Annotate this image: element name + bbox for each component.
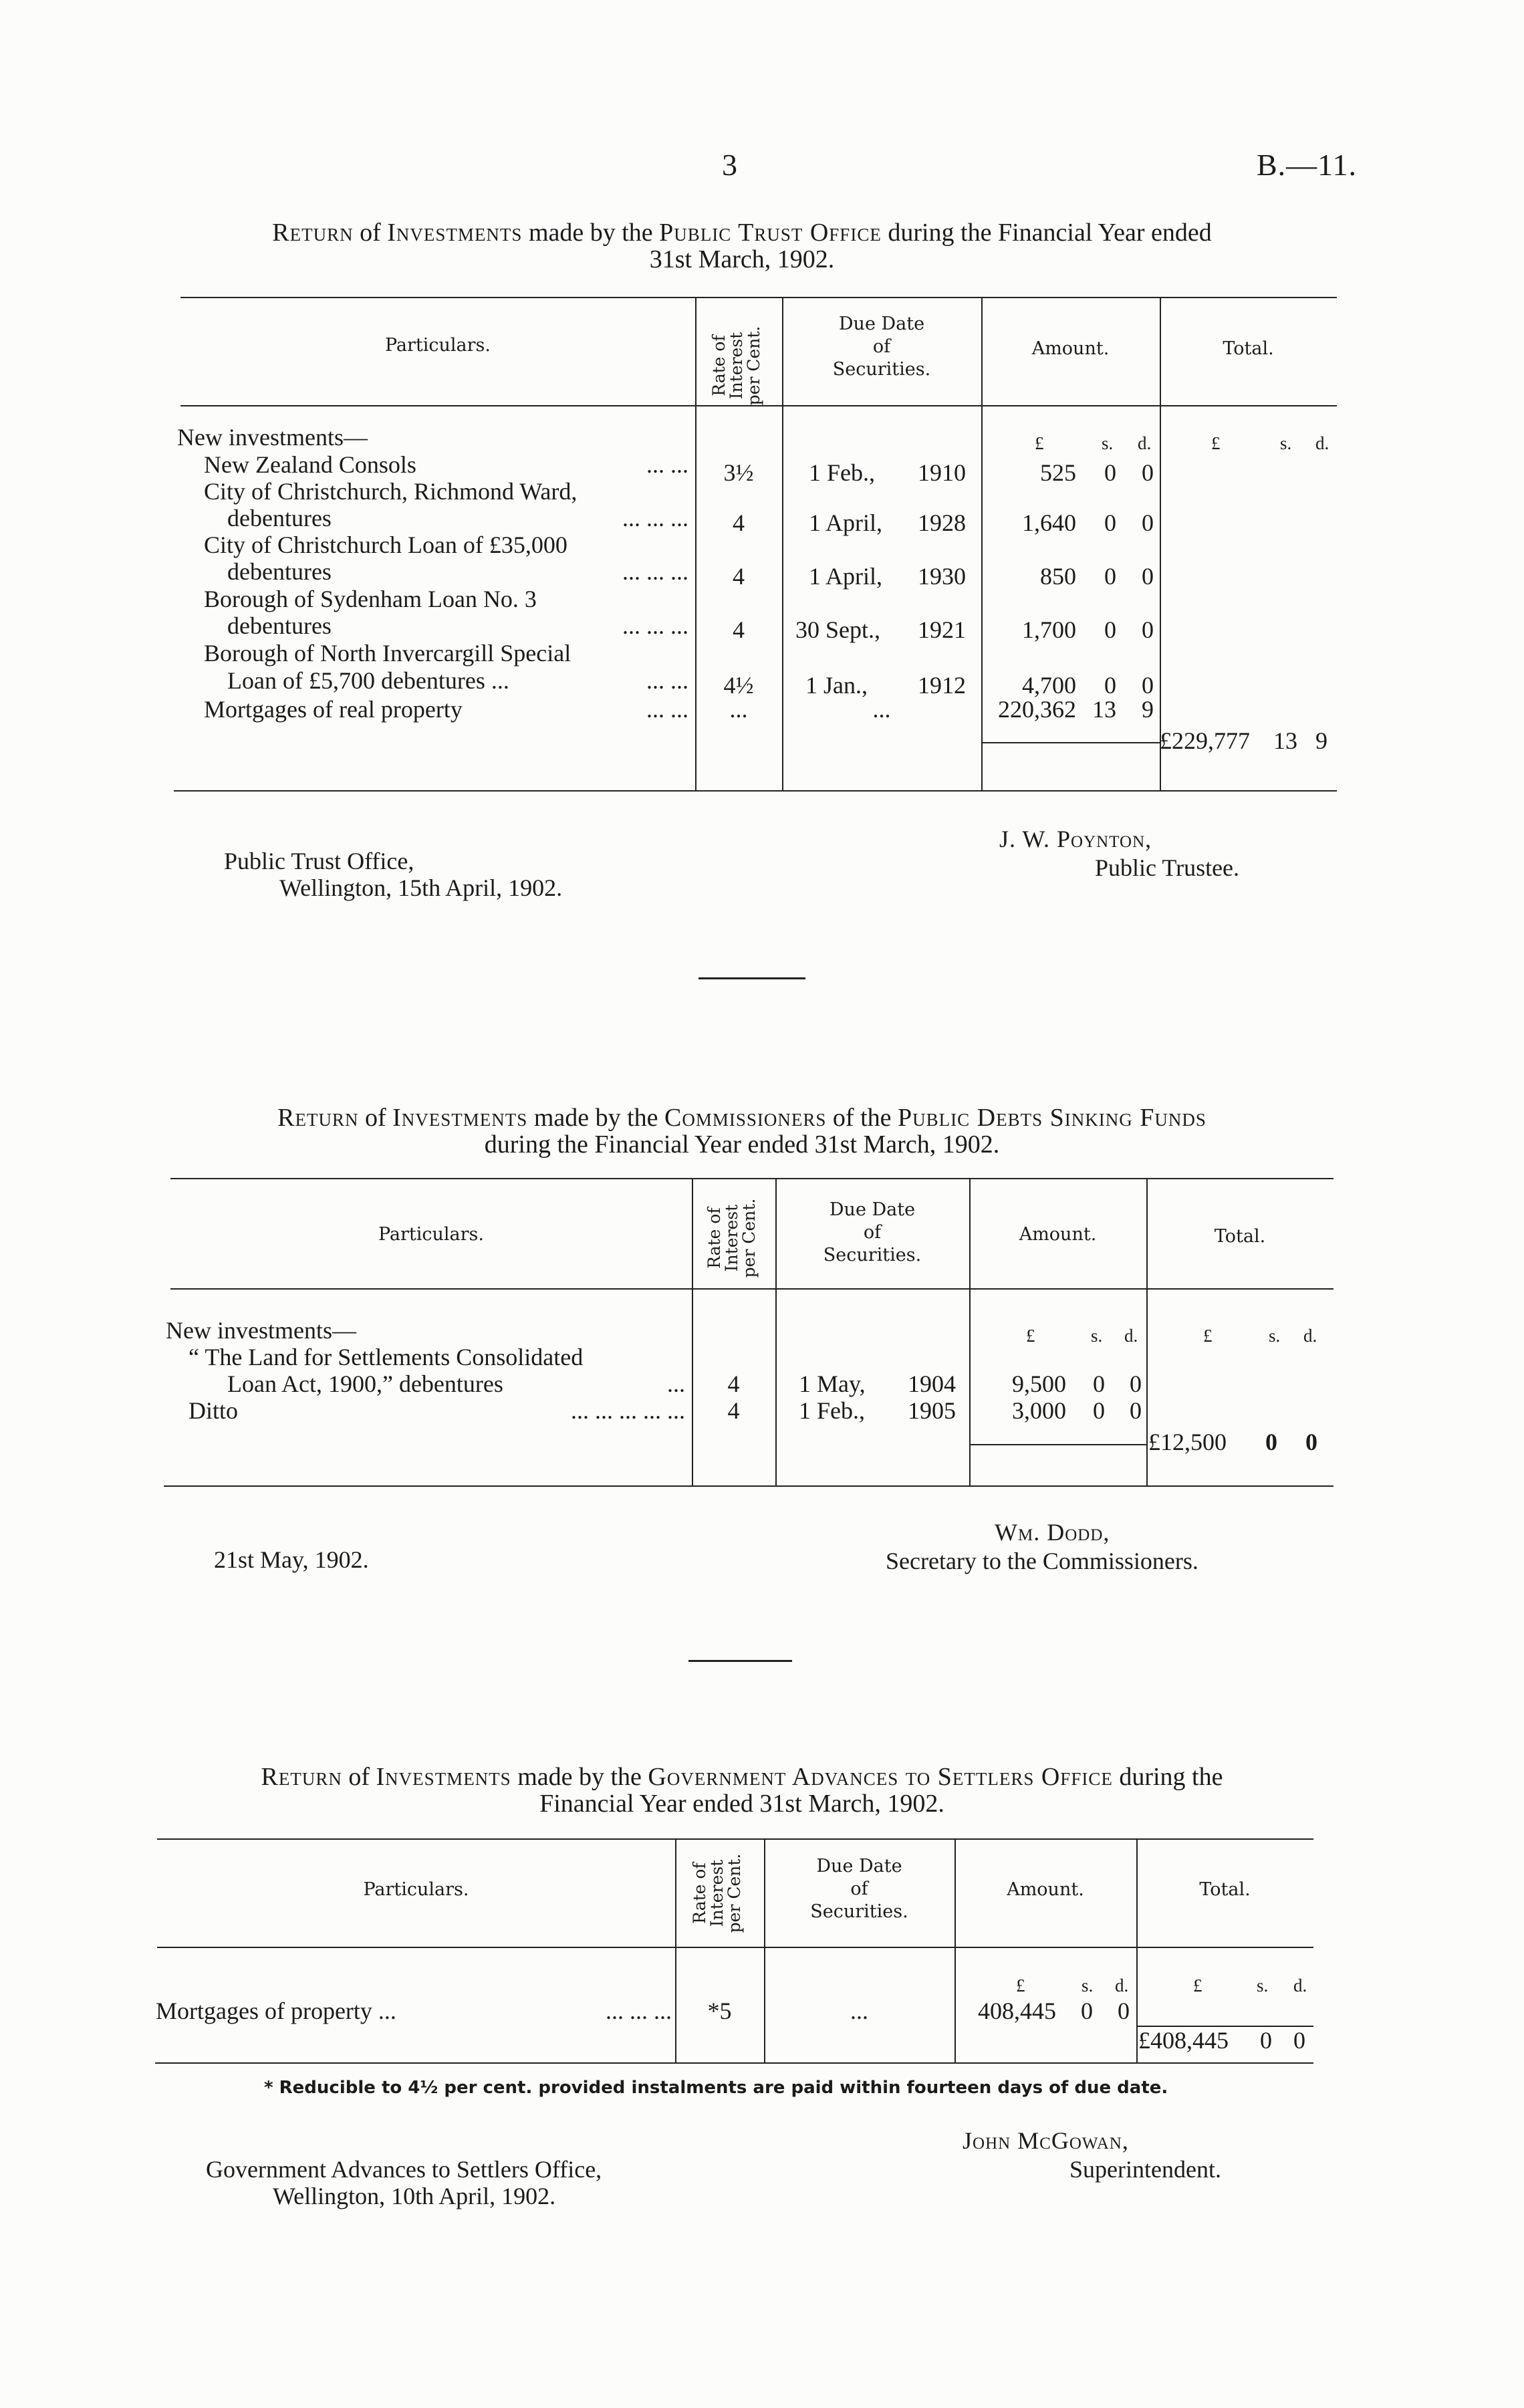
- header-due-date: Due Date of Securities.: [823, 1199, 922, 1266]
- header-total: Total.: [1223, 338, 1274, 359]
- header-amount: Amount.: [1031, 338, 1110, 359]
- amount-unit-pound: £: [1016, 1975, 1025, 1996]
- total-unit-s: s.: [1257, 1975, 1269, 1996]
- section-1-title: Return of Investments made by the Public Trust Office during the Financial Year ended 31st March, 1902.: [272, 219, 1212, 273]
- total-unit-d: d.: [1315, 433, 1329, 453]
- page-number: 3: [722, 148, 737, 182]
- amount-unit-pound: £: [1026, 1326, 1035, 1346]
- amount-unit-s: s.: [1102, 433, 1114, 453]
- header-particulars: Particulars.: [378, 1224, 485, 1245]
- header-total: Total.: [1214, 1226, 1266, 1247]
- header-rate: Rate of Interest per Cent.: [705, 1198, 759, 1278]
- total-unit-pound: £: [1193, 1975, 1202, 1996]
- header-due-date: Due Date of Securities.: [832, 314, 931, 380]
- section-divider: [698, 977, 805, 979]
- section-2-title: Return of Investments made by the Commissioners of the Public Debts Sinking Funds during the Financial Year ended 31st March, 1902.: [277, 1104, 1206, 1159]
- amount-unit-d: d.: [1138, 433, 1152, 453]
- amount-unit-s: s.: [1091, 1326, 1103, 1346]
- amount-unit-s: s.: [1082, 1975, 1094, 1996]
- header-total: Total.: [1199, 1879, 1251, 1900]
- header-due-date: Due Date of Securities.: [810, 1856, 908, 1922]
- amount-unit-d: d.: [1124, 1326, 1138, 1346]
- footnote: * Reducible to 4½ per cent. provided instalments are paid within fourteen days of due date.: [264, 2078, 1168, 2098]
- total-unit-d: d.: [1303, 1326, 1317, 1346]
- document-reference: B.—11.: [1257, 148, 1357, 182]
- header-particulars: Particulars.: [363, 1879, 469, 1900]
- total-unit-d: d.: [1293, 1975, 1307, 1996]
- total-unit-pound: £: [1211, 433, 1221, 453]
- section-divider: [688, 1660, 792, 1662]
- header-particulars: Particulars.: [384, 335, 491, 356]
- amount-unit-d: d.: [1115, 1975, 1129, 1996]
- section-1-heading: New investments—: [177, 424, 368, 451]
- header-amount: Amount.: [1019, 1224, 1097, 1245]
- header-amount: Amount.: [1007, 1879, 1084, 1900]
- section-3-title: Return of Investments made by the Government Advances to Settlers Office during the Financial Year ended 31st March, 1902.: [261, 1763, 1223, 1818]
- total-unit-s: s.: [1280, 433, 1292, 453]
- total-unit-s: s.: [1269, 1326, 1281, 1346]
- header-rate: Rate of Interest per Cent.: [709, 326, 763, 406]
- total-unit-pound: £: [1203, 1326, 1213, 1346]
- header-rate: Rate of Interest per Cent.: [690, 1853, 744, 1933]
- section-2-heading: New investments—: [166, 1317, 356, 1344]
- amount-unit-pound: £: [1035, 433, 1044, 453]
